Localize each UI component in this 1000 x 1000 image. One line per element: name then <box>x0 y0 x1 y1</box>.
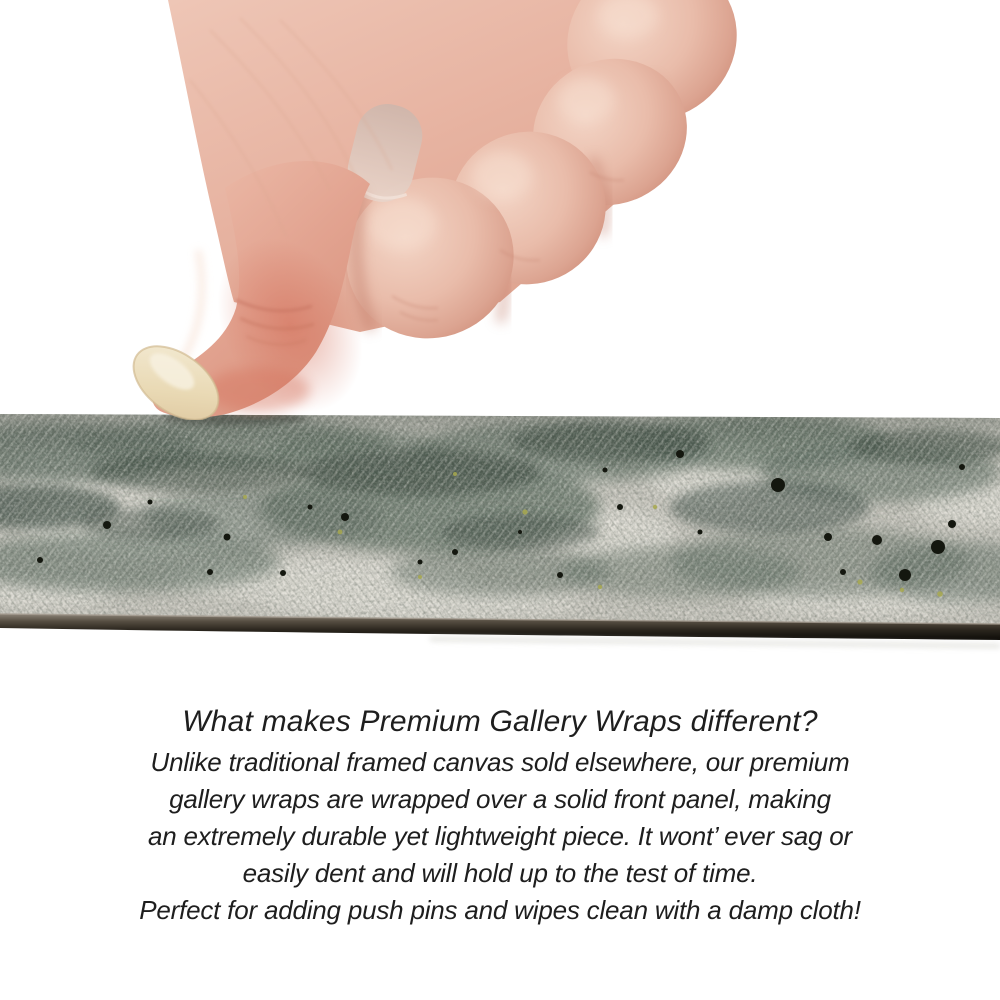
caption-line-2: gallery wraps are wrapped over a solid front panel, making <box>169 784 831 814</box>
caption-heading: What makes Premium Gallery Wraps different? <box>182 705 818 738</box>
canvas-painted-face <box>0 412 1000 627</box>
caption-line-1: Unlike traditional framed canvas sold elsewhere, our premium <box>150 747 850 777</box>
caption-block <box>0 699 1000 929</box>
hand-pressing-thumb <box>0 0 1000 420</box>
canvas-wrap-edge <box>0 412 1000 654</box>
caption-line-3: an extremely durable yet lightweight piece. It wont’ ever sag or <box>147 821 853 851</box>
caption-line-4: easily dent and will hold up to the test of time. <box>242 858 758 888</box>
caption-line-5: Perfect for adding push pins and wipes clean with a damp cloth! <box>139 895 861 925</box>
